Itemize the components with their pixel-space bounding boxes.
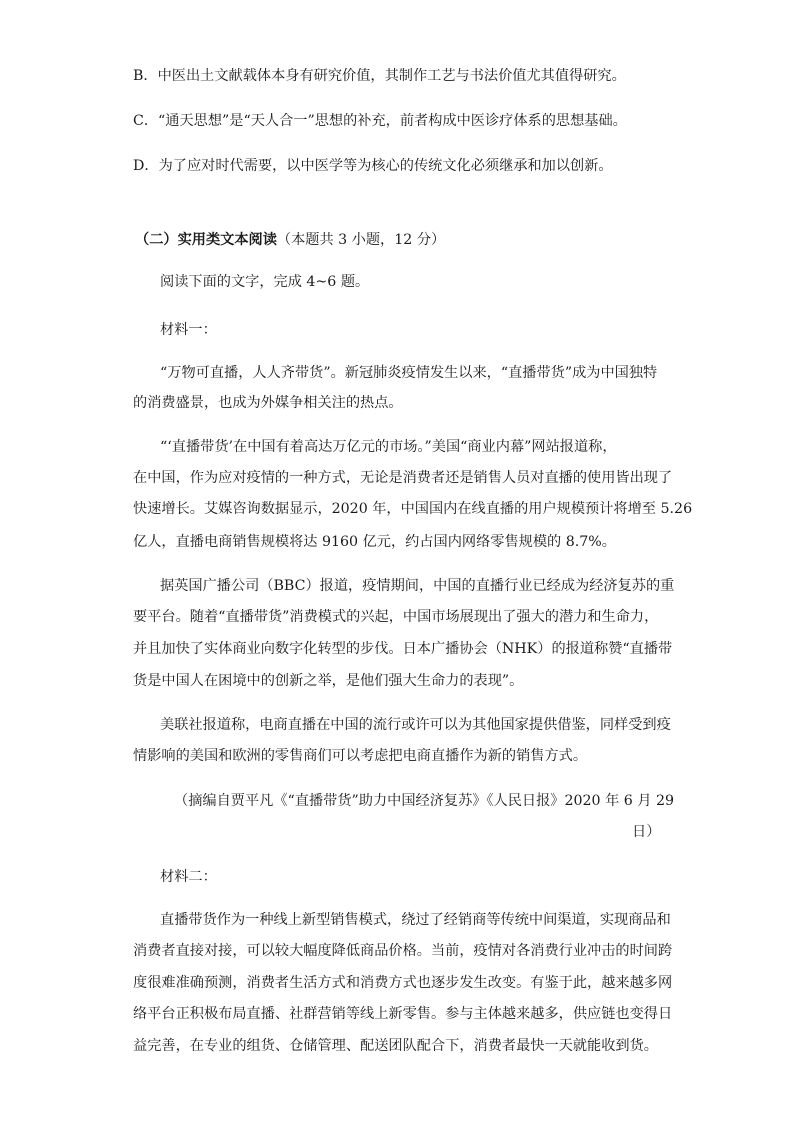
section-heading [135, 230, 445, 250]
m1-p2-line: 快速增长。艾媒咨询数据显示，2020 年，中国国内在线直播的用户规模预计将增至 5.26 [133, 501, 693, 517]
m1-p2-line: 在中国，作为应对疫情的一种方式，无论是消费者还是销售人员对直播的使用皆出现了 [133, 470, 673, 486]
m2-p1-line: 络平台正积极布局直播、社群营销等线上新零售。参与主体越来越多，供应链也变得日 [133, 1006, 673, 1022]
m1-p1-line: 的消费盛景，也成为外媒争相关注的热点。 [133, 395, 403, 411]
m1-source-line: 日） [632, 824, 661, 840]
option-b: B．中医出土文献载体本身有研究价值，其制作工艺与书法价值尤其值得研究。 [133, 68, 626, 84]
m2-p1-line: 消费者直接对接，可以较大幅度降低商品价格。当前，疫情对各消费行业冲击的时间跨 [133, 943, 673, 959]
m1-p1-line: “万物可直播，人人齐带货”。新冠肺炎疫情发生以来，“直播带货”成为中国独特 [160, 365, 658, 381]
m2-p1-line: 益完善，在专业的组货、仓储管理、配送团队配合下，消费者最快一天就能收到货。 [133, 1038, 658, 1054]
m1-p3-line: 货是中国人在困境中的创新之举，是他们强大生命力的表现”。 [133, 673, 524, 689]
section-note: （本题共 3 小题，12 分） [276, 232, 446, 248]
section-title: （二）实用类文本阅读 [135, 232, 277, 248]
m1-p3-line: 并且加快了实体商业向数字化转型的步伐。日本广播协会（NHK）的报道称赞“直播带 [133, 641, 673, 657]
m1-p3-line: 要平台。随着“直播带货”消费模式的兴起，中国市场展现出了强大的潜力和生命力， [133, 609, 659, 625]
material1-label: 材料一： [160, 322, 217, 338]
m1-p2-line: 亿人，直播电商销售规模将达 9160 亿元，约占国内网络零售规模的 8.7%。 [133, 534, 616, 550]
instruction: 阅读下面的文字，完成 4~6 题。 [160, 274, 370, 290]
m1-p2-line: “‘直播带货’在中国有着高达万亿元的市场。”美国“商业内幕”网站报道称， [160, 439, 617, 455]
option-c: C．“通天思想”是“天人合一”思想的补充，前者构成中医诊疗体系的思想基础。 [133, 113, 627, 129]
m1-p3-line: 据英国广播公司（BBC）报道，疫情期间，中国的直播行业已经成为经济复苏的重 [160, 578, 675, 594]
m2-p1-line: 度很难准确预测，消费者生活方式和消费方式也逐步发生改变。有鉴于此，越来越多网 [133, 975, 673, 991]
option-d: D．为了应对时代需要，以中医学等为核心的传统文化必须继承和加以创新。 [133, 158, 613, 174]
m1-p4-line: 美联社报道称，电商直播在中国的流行或许可以为其他国家提供借鉴，同样受到疫 [160, 717, 671, 733]
m1-p4-line: 情影响的美国和欧洲的零售商们可以考虑把电商直播作为新的销售方式。 [133, 748, 588, 764]
material2-label: 材料二： [160, 869, 217, 885]
m2-p1-line: 直播带货作为一种线上新型销售模式，绕过了经销商等传统中间渠道，实现商品和 [160, 912, 671, 928]
m1-source-line: （摘编自贾平凡《“直播带货”助力中国经济复苏》《人民日报》2020 年 6 月 29 [174, 793, 675, 809]
